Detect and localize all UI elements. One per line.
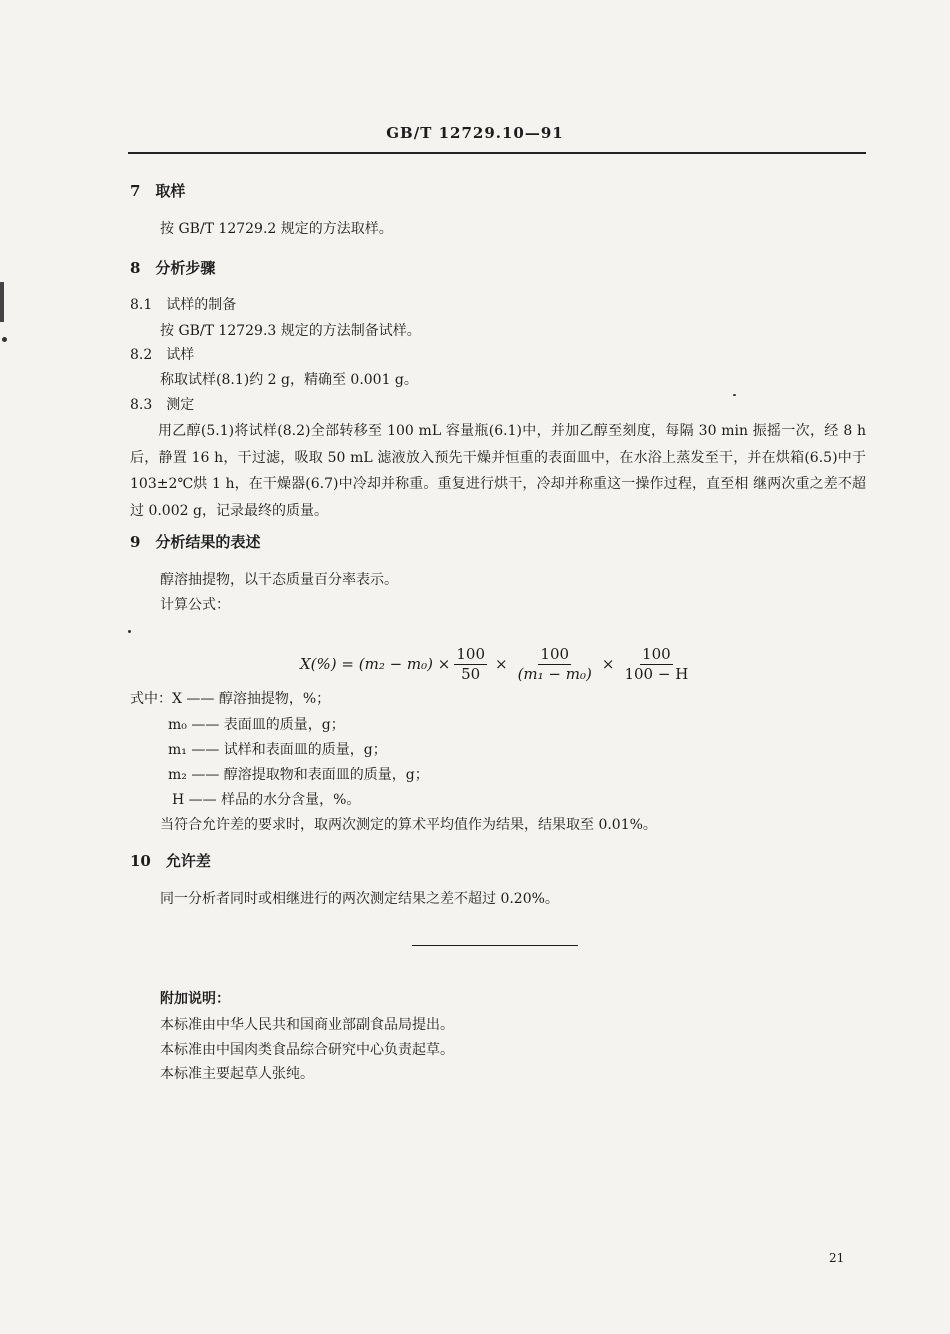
section-8-1-text: 按 GB/T 12729.3 规定的方法制备试样。: [160, 323, 421, 339]
appendix-line-3: 本标准主要起草人张纯。: [160, 1066, 314, 1082]
appendix-line-2: 本标准由中国肉类食品综合研究中心负责起草。: [160, 1042, 454, 1058]
result-precision-text: 当符合允许差的要求时，取两次测定的算术平均值作为结果，结果取至 0.01%。: [160, 817, 657, 833]
section-9-text-2: 计算公式：: [160, 597, 230, 613]
fraction-1-numerator: 100: [456, 644, 485, 663]
scan-speck: [128, 630, 131, 633]
calculation-formula: [300, 642, 694, 686]
times-sign: ×: [601, 655, 615, 673]
section-8-3-title: 8.3 测定: [130, 397, 195, 413]
fraction-1-denominator: 50: [461, 664, 481, 683]
formula-fraction-3: [622, 645, 690, 684]
fraction-3-denominator: 100 − H: [624, 664, 689, 683]
fraction-3-numerator: 100: [642, 644, 671, 663]
appendix-title: 附加说明：: [160, 991, 230, 1007]
section-10-title: 10 允许差: [130, 852, 211, 870]
formula-fraction-1: [454, 645, 487, 684]
formula-lhs: X(%) = (m₂ − m₀) ×: [300, 655, 451, 673]
formula-fraction-2: [516, 645, 594, 684]
times-sign: ×: [495, 655, 508, 673]
section-9-text-1: 醇溶抽提物，以干态质量百分率表示。: [160, 572, 398, 588]
section-7-title: 7 取样: [130, 182, 186, 200]
section-8-2-text: 称取试样(8.1)约 2 g，精确至 0.001 g。: [160, 372, 418, 388]
fraction-2-numerator: 100: [540, 644, 570, 663]
page-number: 21: [829, 1251, 845, 1265]
scan-edge-mark: [0, 282, 4, 322]
section-8-1-title: 8.1 试样的制备: [130, 297, 237, 313]
scan-speck: [2, 337, 7, 342]
legend-m0: m₀ —— 表面皿的质量，g；: [168, 717, 345, 733]
appendix-line-1: 本标准由中华人民共和国商业部副食品局提出。: [160, 1017, 454, 1033]
header-rule: [128, 152, 866, 154]
section-8-3-text: 用乙醇(5.1)将试样(8.2)全部转移至 100 mL 容量瓶(6.1)中，并加乙醇至刻度，每隔 30 min 振摇一次，经 8 h 后，静置 16 h，干过滤，吸取 50 mL 滤液放入预先干燥并恒重的表面皿中，在水浴上蒸发至干，并在烘箱(6.5)中于 103±2℃烘 1 h，在干燥器(6.7)中冷却并称重。重复进行烘干，冷却并称重这一操作过程，直至相 继两次重之差不超过 0.002 g，记录最终的质量。: [130, 423, 866, 519]
section-10-text: 同一分析者同时或相继进行的两次测定结果之差不超过 0.20%。: [160, 891, 559, 907]
fraction-2-denominator: (m₁ − m₀): [517, 664, 592, 683]
legend-h: H —— 样品的水分含量，%。: [172, 792, 361, 808]
document-header-code: GB/T 12729.10—91: [386, 124, 564, 142]
end-of-text-rule: [412, 945, 578, 946]
scan-speck: [733, 394, 736, 396]
section-9-title: 9 分析结果的表述: [130, 533, 261, 551]
section-8-2-title: 8.2 试样: [130, 347, 195, 363]
legend-m1: m₁ —— 试样和表面皿的质量，g；: [168, 742, 387, 758]
legend-m2: m₂ —— 醇溶提取物和表面皿的质量，g；: [168, 767, 429, 783]
section-8-title: 8 分析步骤: [130, 259, 216, 277]
section-7-text: 按 GB/T 12729.2 规定的方法取样。: [160, 221, 393, 237]
legend-intro: 式中：X —— 醇溶抽提物，%；: [130, 691, 331, 707]
